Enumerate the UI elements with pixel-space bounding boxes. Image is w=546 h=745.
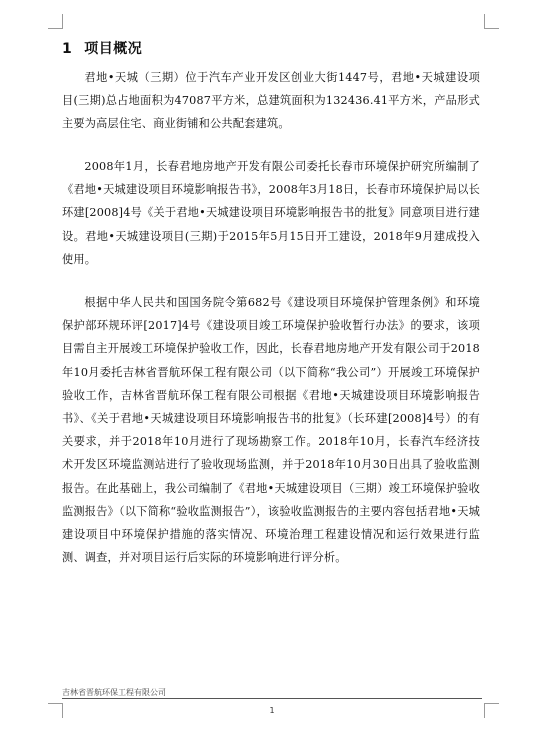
section-heading xyxy=(62,38,142,58)
section-number: 1 xyxy=(62,41,73,57)
crop-mark-top-left xyxy=(48,14,63,29)
crop-mark-top-right xyxy=(484,14,499,29)
crop-mark-bottom-right xyxy=(484,703,499,718)
crop-mark-bottom-left xyxy=(48,703,63,718)
paragraph-eia-history: 2008年1月，长春君地房地产开发有限公司委托长春市环境保护研究所编制了《君地•天城建设项目环境影响报告书》，2008年3月18日，长春市环境保护局以长环建[2008]4号《关于君地•天城建设项目环境影响报告书的批复》同意项目进行建设。君地•天城建设项目(三期)于2015年5月15日开工建设，2018年9月建成投入使用。 xyxy=(62,160,480,266)
page-number: 1 xyxy=(269,706,275,715)
paragraph-acceptance-work: 根据中华人民共和国国务院令第682号《建设项目环境保护管理条例》和环境保护部环规环评[2017]4号《建设项目竣工环境保护验收暂行办法》的要求，该项目需自主开展竣工环境保护验收工作，因此，长春君地房地产开发有限公司于2018年10月委托吉林省晋航环保工程有限公司（以下简称“我公司”）开展竣工环境保护验收工作，吉林省晋航环保工程有限公司根据《君地•天城建设项目环境影响报告书》、《关于君地•天城建设项目环境影响报告书的批复》（长环建[2008]4号）的有关要求，并于2018年10月进行了现场勘察工作。2018年10月，长春汽车经济技术开发区环境监测站进行了验收现场监测，并于2018年10月30日出具了验收监测报告。在此基础上，我公司编制了《君地•天城建设项目（三期）竣工环境保护验收监测报告》（以下简称“验收监测报告”），该验收监测报告的主要内容包括君地•天城建设项目中环境保护措施的落实情况、环境治理工程建设情况和运行效果进行监测、调查，并对项目运行后实际的环境影响进行评分析。 xyxy=(62,296,480,565)
footer-company-name: 吉林省晋航环保工程有限公司 xyxy=(62,688,166,697)
section-title: 项目概况 xyxy=(84,41,143,57)
paragraph-project-location: 君地•天城（三期）位于汽车产业开发区创业大街1447号，君地•天城建设项目(三期)总占地面积为47087平方米，总建筑面积为132436.41平方米，产品形式主要为高层住宅、商业街铺和公共配套建筑。 xyxy=(62,71,480,131)
footer-divider xyxy=(62,698,482,699)
